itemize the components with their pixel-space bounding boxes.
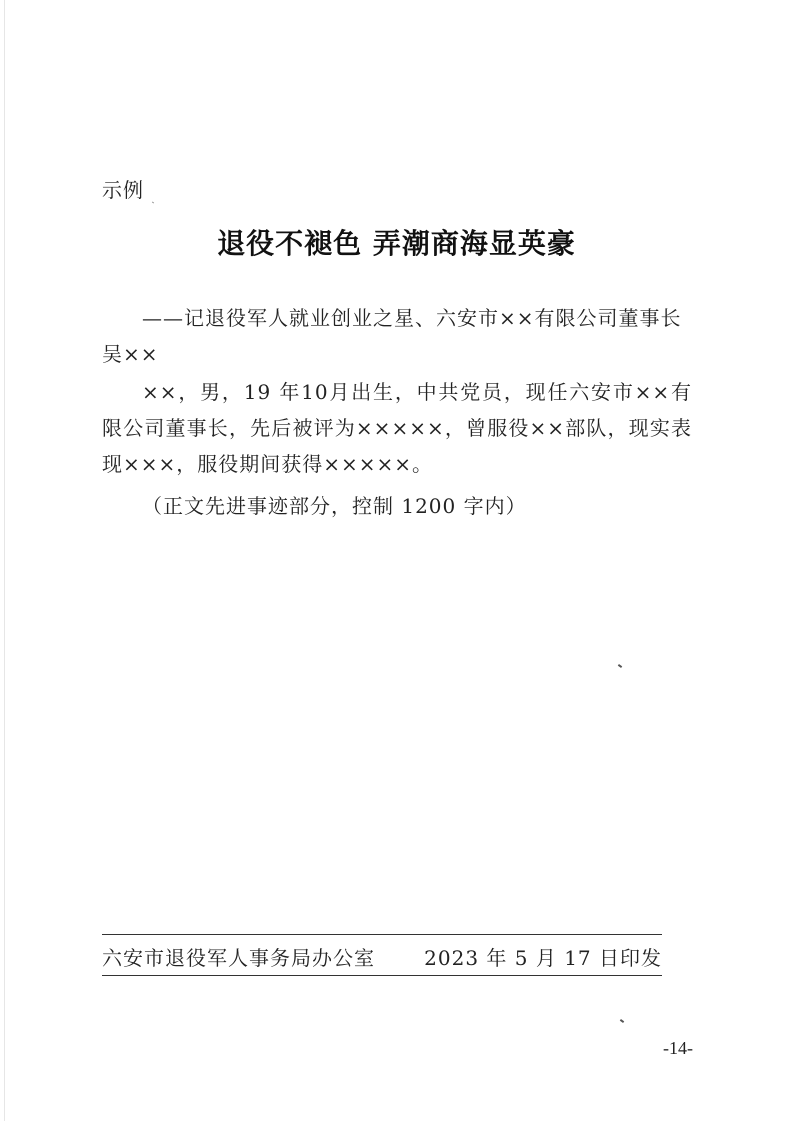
footer-date: 2023 年 5 月 17 日印发 — [424, 946, 662, 970]
example-label: 示例 — [102, 178, 144, 202]
footer-rule-top — [102, 934, 662, 935]
scan-speck — [618, 664, 622, 668]
scan-speck — [620, 1019, 624, 1023]
page-edge — [4, 0, 5, 1121]
footer-rule-bottom — [102, 975, 662, 976]
footer-office: 六安市退役军人事务局办公室 — [102, 946, 375, 970]
body-paragraph: ××，男，19 年10月出生，中共党员，现任六安市××有限公司董事长，先后被评为×××××，曾服役××部队，现实表现×××，服役期间获得×××××。 — [102, 380, 692, 476]
document-subtitle: ——记退役军人就业创业之星、六安市××有限公司董事长吴×× — [102, 306, 682, 366]
body-note: （正文先进事迹部分，控制 1200 字内） — [142, 494, 527, 518]
scan-speck — [152, 202, 154, 204]
document-title: 退役不褪色 弄潮商海显英豪 — [217, 227, 576, 260]
page-number: -14- — [663, 1038, 693, 1058]
